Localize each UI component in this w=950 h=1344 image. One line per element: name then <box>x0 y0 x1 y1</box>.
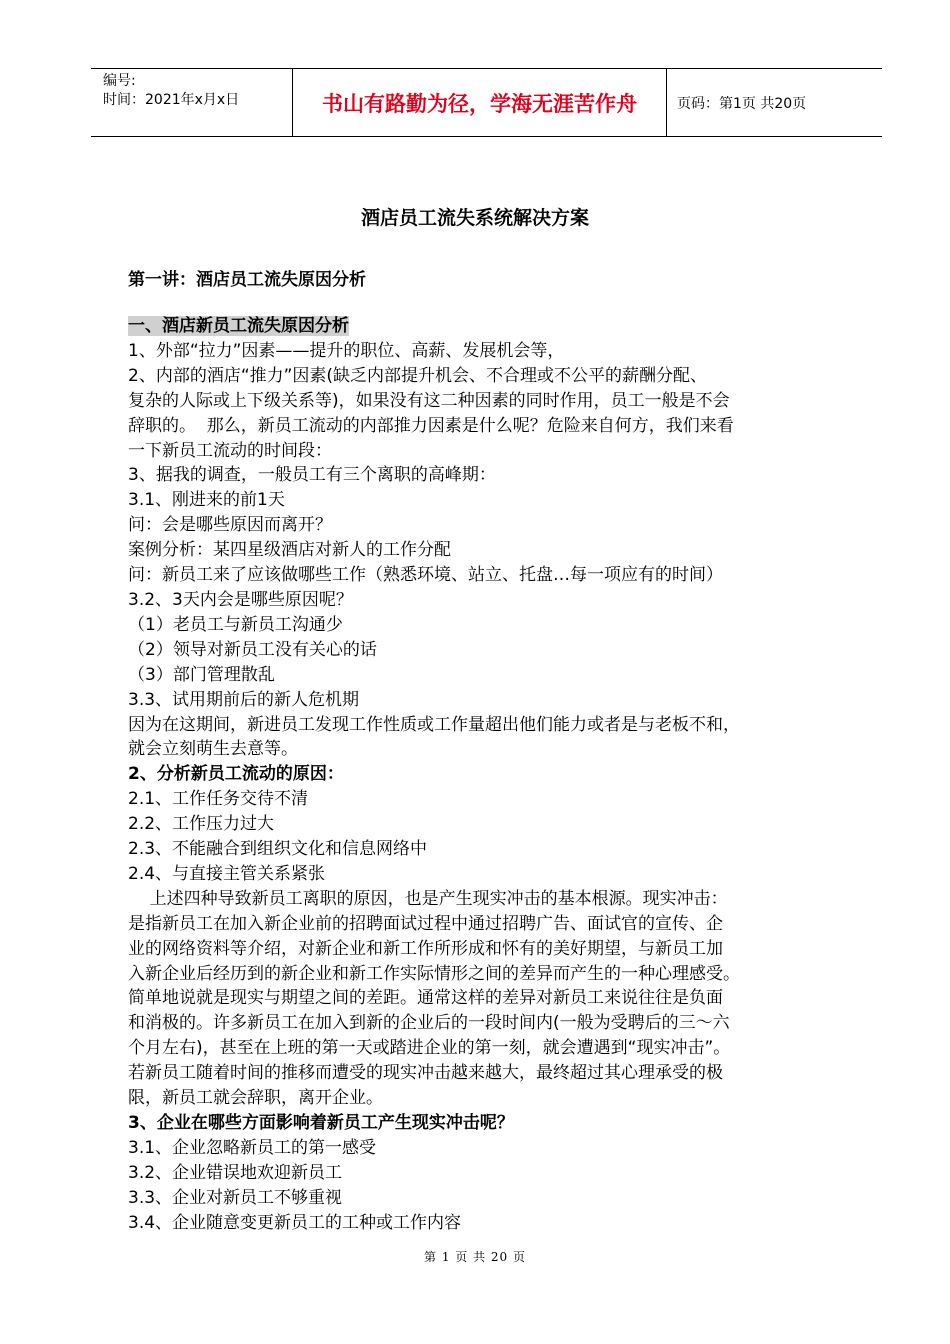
body-line-text: 因为在这期间，新进员工发现工作性质或工作量超出他们能力或者是与老板不和， <box>128 714 740 735</box>
body-line <box>128 1186 863 1211</box>
motto: 书山有路勤为径，学海无涯苦作舟 <box>293 69 667 136</box>
body-line-text: 3.2、3天内会是哪些原因呢？ <box>128 589 353 610</box>
body-line <box>128 488 863 513</box>
body-line-text: （1）老员工与新员工沟通少 <box>128 614 343 635</box>
body-line-text: 问：新员工来了应该做哪些工作（熟悉环境、站立、托盘…每一项应有的时间） <box>128 565 723 586</box>
body-line <box>128 862 863 887</box>
header-left-cell <box>91 69 293 136</box>
time-label: 时间：2021年x月x日 <box>103 92 240 108</box>
body-line <box>128 1061 863 1086</box>
body-line <box>128 1136 863 1161</box>
body-line-text: 辞职的。 那么，新员工流动的内部推力因素是什么呢？危险来自何方，我们来看 <box>128 415 734 436</box>
body-line-text: 3.3、试用期前后的新人危机期 <box>128 689 360 710</box>
body-line <box>128 638 863 663</box>
body-line-text: 是指新员工在加入新企业前的招聘面试过程中通过招聘广告、面试官的宣传、企 <box>128 913 723 934</box>
body-line-text: 2.1、工作任务交待不清 <box>128 789 309 810</box>
body-line-text: 复杂的人际或上下级关系等)，如果没有这二种因素的同时作用，员工一般是不会 <box>128 390 730 411</box>
body-line <box>128 538 863 563</box>
body-line-text: 上述四种导致新员工离职的原因，也是产生现实冲击的基本根源。现实冲击： <box>128 888 728 909</box>
body-line <box>128 962 863 987</box>
body-line-text: 入新企业后经历到的新企业和新工作实际情形之间的差异而产生的一种心理感受。 <box>128 963 740 984</box>
body-line <box>128 1011 863 1036</box>
body-line <box>128 1086 863 1111</box>
body-line <box>128 463 863 488</box>
body-line <box>128 364 863 389</box>
body-line <box>128 414 863 439</box>
lecture-heading: 第一讲：酒店员工流失原因分析 <box>128 270 366 290</box>
page-info: 页码：第1页 共20页 <box>677 95 807 112</box>
body-line-text: 一下新员工流动的时间段： <box>128 440 332 461</box>
body-line-text: 2、分析新员工流动的原因： <box>128 764 344 785</box>
page-footer: 第 1 页 共 20 页 <box>424 1250 526 1264</box>
body-line-text: 限，新员工就会辞职，离开企业。 <box>128 1088 383 1109</box>
body-line <box>128 513 863 538</box>
body-line-text: 3、企业在哪些方面影响着新员工产生现实冲击呢？ <box>128 1113 514 1133</box>
body-line-text: 和消极的。许多新员工在加入到新的企业后的一段时间内(一般为受聘后的三～六 <box>128 1013 730 1034</box>
body-line-text: 个月左右)，甚至在上班的第一天或踏进企业的第一刻，就会遭遇到“现实冲击”。 <box>128 1038 731 1059</box>
body-line <box>128 986 863 1011</box>
body-line <box>128 563 863 588</box>
body-line <box>128 663 863 688</box>
body-line-text: 3.1、企业忽略新员工的第一感受 <box>128 1137 377 1158</box>
body-line-text: 3.2、企业错误地欢迎新员工 <box>128 1162 343 1183</box>
body-line <box>128 339 863 364</box>
body-line-text: 一、酒店新员工流失原因分析 <box>128 316 349 336</box>
body-line <box>128 787 863 812</box>
code-label: 编号: <box>103 73 136 89</box>
body-line <box>128 688 863 713</box>
body-line <box>128 613 863 638</box>
body-line-text: （2）领导对新员工没有关心的话 <box>128 639 377 660</box>
body-line <box>128 812 863 837</box>
body-line-text: 问：会是哪些原因而离开？ <box>128 515 332 536</box>
body-line-text: 3.1、刚进来的前1天 <box>128 490 285 511</box>
body-line-text: 3、据我的调查，一般员工有三个离职的高峰期： <box>128 465 496 486</box>
body-line-text: 就会立刻萌生去意等。 <box>128 739 298 760</box>
body-line <box>128 837 863 862</box>
body-line <box>128 887 863 912</box>
doc-body <box>128 314 863 1236</box>
body-line <box>128 1211 863 1236</box>
body-line <box>128 762 863 787</box>
body-line <box>128 439 863 464</box>
body-line <box>128 1111 863 1136</box>
body-line-text: 3.3、企业对新员工不够重视 <box>128 1187 343 1208</box>
body-line-text: （3）部门管理散乱 <box>128 664 275 685</box>
body-line <box>128 713 863 738</box>
doc-title: 酒店员工流失系统解决方案 <box>360 207 589 229</box>
header-table <box>91 68 882 137</box>
body-line-text: 业的网络资料等介绍，对新企业和新工作所形成和怀有的美好期望，与新员工加 <box>128 938 723 959</box>
body-line-text: 2、内部的酒店“推力”因素(缺乏内部提升机会、不合理或不公平的薪酬分配、 <box>128 365 708 386</box>
body-line <box>128 1161 863 1186</box>
body-line <box>128 737 863 762</box>
body-line-text: 2.4、与直接主管关系紧张 <box>128 863 326 884</box>
body-line <box>128 1036 863 1061</box>
body-line-text: 案例分析：某四星级酒店对新人的工作分配 <box>128 540 451 561</box>
body-line-text: 若新员工随着时间的推移而遭受的现实冲击越来越大，最终超过其心理承受的极 <box>128 1063 723 1084</box>
body-line-text: 1、外部“拉力”因素——提升的职位、高薪、发展机会等， <box>128 340 565 361</box>
body-line <box>128 912 863 937</box>
body-line <box>128 389 863 414</box>
body-line-text: 2.3、不能融合到组织文化和信息网络中 <box>128 839 428 860</box>
body-line <box>128 937 863 962</box>
body-line-text: 3.4、企业随意变更新员工的工种或工作内容 <box>128 1212 462 1233</box>
body-line <box>128 314 863 339</box>
body-line <box>128 588 863 613</box>
body-line-text: 2.2、工作压力过大 <box>128 814 275 835</box>
body-line-text: 简单地说就是现实与期望之间的差距。通常这样的差异对新员工来说往往是负面 <box>128 988 723 1009</box>
